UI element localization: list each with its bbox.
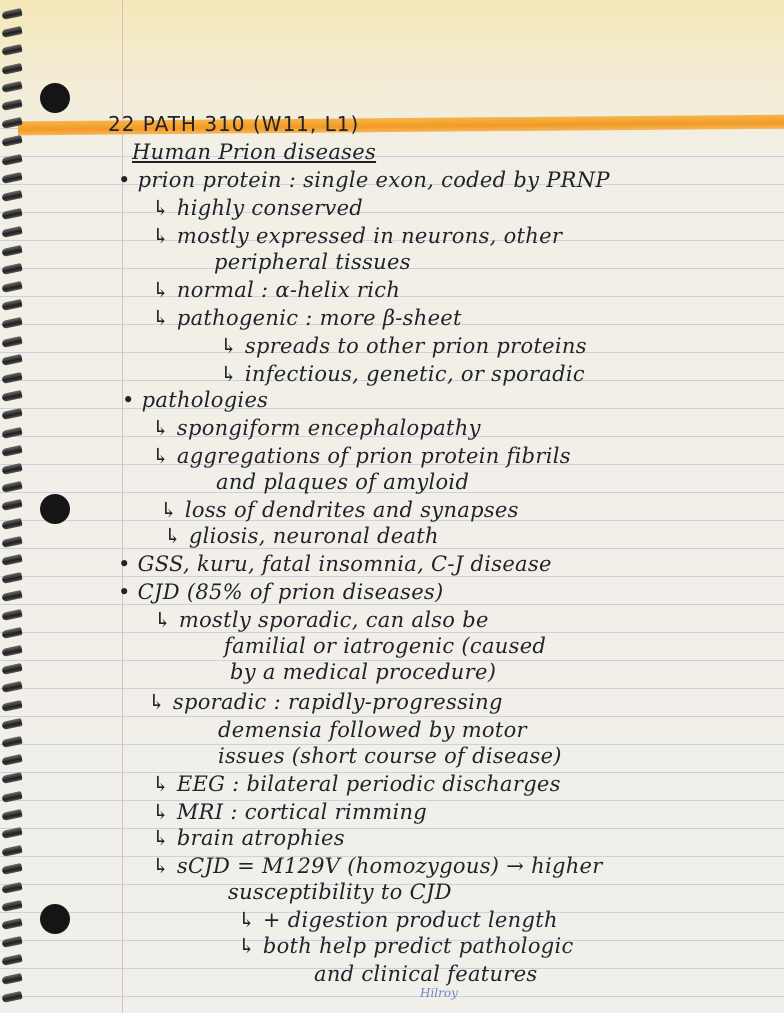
spiral-coil [1,263,22,275]
spiral-coil [1,372,22,384]
spiral-coil [1,973,22,985]
note-line: ↳ infectious, genetic, or sporadic [220,362,585,386]
note-line: ↳ gliosis, neuronal death [164,524,439,548]
spiral-coil [1,317,22,329]
spiral-coil [1,791,22,803]
spiral-coil [1,99,22,111]
note-line: ↳ mostly expressed in neurons, other [152,224,563,248]
note-line: ↳ EEG : bilateral periodic discharges [152,772,561,796]
spiral-coil [1,499,22,511]
note-line: demensia followed by motor [218,718,527,742]
spiral-coil [1,772,22,784]
note-line: • GSS, kuru, fatal insomnia, C-J disease [118,552,552,576]
spiral-coil [1,154,22,166]
note-line: ↳ mostly sporadic, can also be [154,608,489,632]
spiral-coil [1,845,22,857]
spiral-coil [1,299,22,311]
spiral-coil [1,390,22,402]
spiral-coil [1,936,22,948]
note-line: ↳ MRI : cortical rimming [152,800,428,824]
spiral-coil [1,427,22,439]
spiral-coil [1,190,22,202]
spiral-coil [1,700,22,712]
note-line: ↳ brain atrophies [152,826,345,850]
note-line: issues (short course of disease) [218,744,562,768]
spiral-coil [1,991,22,1003]
spiral-coil [1,281,22,293]
spiral-coil [1,445,22,457]
spiral-coil [1,8,22,20]
spiral-coil [1,609,22,621]
spiral-coil [1,208,22,220]
spiral-coil [1,590,22,602]
spiral-coil [1,245,22,257]
note-line: peripheral tissues [214,250,411,274]
spiral-coil [1,681,22,693]
note-line: and clinical features [314,962,538,986]
spiral-coil [1,627,22,639]
spiral-coil [1,645,22,657]
spiral-coil [1,954,22,966]
note-title: 22 PATH 310 (W11, L1) [108,112,360,136]
note-line: ↳ sporadic : rapidly-progressing [148,690,503,714]
note-line: ↳ + digestion product length [238,908,558,932]
notebook-brand: Hilroy [420,986,458,1000]
note-line: ↳ spongiform encephalopathy [152,416,481,440]
note-line: ↳ highly conserved [152,196,364,220]
punch-hole [40,83,70,113]
spiral-coil [1,572,22,584]
spiral-coil [1,736,22,748]
spiral-coil [1,754,22,766]
note-line: ↳ sCJD = M129V (homozygous) → higher [152,854,603,878]
spiral-coil [1,354,22,366]
spiral-coil [1,918,22,930]
punch-hole [40,904,70,934]
spiral-coil [1,827,22,839]
spiral-coil [1,663,22,675]
spiral-coil [1,63,22,75]
note-line: ↳ aggregations of prion protein fibrils [152,444,571,468]
note-line: and plaques of amyloid [216,470,470,494]
note-line: familial or iatrogenic (caused [224,634,547,658]
spiral-coil [1,518,22,530]
spiral-coil [1,718,22,730]
note-line: susceptibility to CJD [228,880,452,904]
spiral-coil [1,117,22,129]
spiral-binding [0,0,26,1013]
spiral-coil [1,463,22,475]
spiral-coil [1,135,22,147]
note-line: ↳ pathogenic : more β-sheet [152,306,462,330]
spiral-coil [1,81,22,93]
note-line: by a medical procedure) [230,660,497,684]
spiral-coil [1,481,22,493]
spiral-coil [1,226,22,238]
punch-hole [40,494,70,524]
note-line: • prion protein : single exon, coded by PRNP [118,168,610,192]
note-line: ↳ spreads to other prion proteins [220,334,587,358]
spiral-coil [1,44,22,56]
spiral-coil [1,336,22,348]
note-heading: Human Prion diseases [132,140,377,164]
spiral-coil [1,882,22,894]
spiral-coil [1,536,22,548]
margin-line [122,0,123,1013]
spiral-coil [1,809,22,821]
note-line: ↳ loss of dendrites and synapses [160,498,519,522]
spiral-coil [1,900,22,912]
note-line: • pathologies [122,388,269,412]
spiral-coil [1,26,22,38]
spiral-coil [1,554,22,566]
note-line: ↳ normal : α-helix rich [152,278,401,302]
note-line: • CJD (85% of prion diseases) [118,580,444,604]
note-line: ↳ both help predict pathologic [238,934,574,958]
spiral-coil [1,863,22,875]
spiral-coil [1,408,22,420]
spiral-coil [1,172,22,184]
